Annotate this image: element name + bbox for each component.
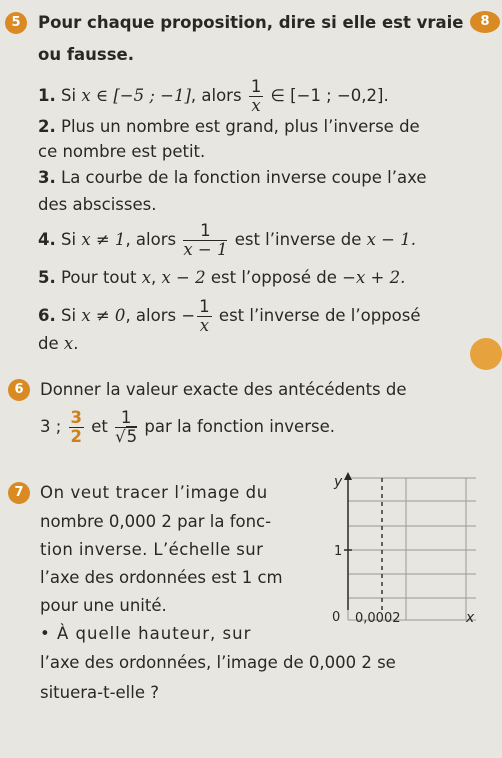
text: et [86, 417, 114, 436]
edge-badge-8: 8 [470, 11, 500, 33]
fraction [197, 298, 212, 335]
exercise-7-line-7: l’axe des ordonnées, l’image de 0,000 2 se [40, 653, 396, 672]
text: est l’inverse de l’opposé [213, 306, 421, 325]
text: est l’opposé de [205, 268, 343, 287]
bullet: • [40, 624, 51, 643]
exercise-7-line-5: pour une unité. [40, 596, 167, 615]
exercise-7-question [40, 624, 251, 644]
tick-x-label: 0,0002 [355, 611, 401, 626]
math-expr: x [141, 268, 151, 287]
item-number: 3. [38, 168, 56, 187]
text: , alors [125, 230, 182, 249]
ex5-item-6 [38, 298, 421, 335]
fraction-1-sqrt5 [115, 409, 137, 446]
item-number: 6. [38, 306, 56, 325]
ex5-item-6-cont [38, 334, 78, 354]
text: Plus un nombre est grand, plus l’inverse de [61, 117, 420, 136]
text: , alors [125, 306, 182, 325]
math-expr: x ≠ 0 [81, 306, 126, 325]
exercise-5-badge: 5 [5, 12, 27, 34]
fraction-num: 1 [250, 77, 262, 96]
text: par la fonction inverse. [139, 417, 335, 436]
text: Si [61, 306, 82, 325]
minus-sign: − [181, 306, 196, 325]
exercise-7-line-4: l’axe des ordonnées est 1 cm [40, 568, 283, 587]
fraction [249, 78, 264, 115]
text: est l’inverse de [229, 230, 367, 249]
exercise-7-line-3: tion inverse. L’échelle sur [40, 540, 264, 559]
y-axis-label: y [334, 474, 343, 490]
origin-label: 0 [332, 610, 341, 625]
math-expr: x − 2 [161, 268, 206, 287]
fraction-den: 2 [70, 427, 83, 446]
fraction-den: x [251, 96, 261, 115]
item-number: 1. [38, 86, 56, 105]
item-number: 5. [38, 268, 56, 287]
ex5-item-5 [38, 268, 405, 288]
ex5-item-4 [38, 222, 416, 259]
y-axis-arrow [344, 472, 352, 480]
text: Pour tout [61, 268, 142, 287]
text: de [38, 334, 64, 353]
fraction-num: 1 [183, 222, 227, 241]
math-expr: x ∈ [−5 ; −1] [81, 86, 191, 105]
fraction-num: 1 [199, 297, 210, 316]
x-axis-label: x [466, 610, 475, 626]
fraction-num: 1 [115, 409, 137, 428]
item-number: 2. [38, 117, 56, 136]
text: La courbe de la fonction inverse coupe l’axe [61, 168, 427, 187]
ex5-item-3-cont: des abscisses. [38, 195, 157, 214]
text: ∈ [−1 ; −0,2]. [265, 86, 389, 105]
text: À quelle hauteur, sur [56, 624, 252, 643]
exercise-5-title: Pour chaque proposition, dire si elle est vraie [38, 13, 464, 32]
ex5-item-1 [38, 78, 389, 115]
exercise-5-title-cont: ou fausse. [38, 45, 134, 64]
ex5-item-3 [38, 168, 427, 188]
exercise-6-badge: 6 [8, 379, 30, 401]
exercise-6-line-1: Donner la valeur exacte des antécédents de [40, 380, 407, 399]
ex5-item-2-cont: ce nombre est petit. [38, 142, 206, 161]
fraction-num: 3 [70, 408, 83, 427]
grid [348, 478, 476, 620]
ex5-item-2 [38, 117, 420, 137]
fraction-den [115, 428, 137, 446]
math-expr: x − 1. [366, 230, 416, 249]
edge-decoration [470, 338, 502, 370]
fraction-den: x [199, 316, 210, 335]
fraction-den: x − 1 [183, 240, 228, 259]
exercise-7-badge: 7 [8, 482, 30, 504]
text: , alors [190, 86, 247, 105]
math-expr: x ≠ 1 [81, 230, 126, 249]
text: 3 ; [40, 417, 67, 436]
fraction-3-2 [69, 409, 84, 446]
sqrt-symbol: √ [115, 427, 126, 446]
item-number: 4. [38, 230, 56, 249]
text: , [151, 268, 162, 287]
math-expr: x [63, 334, 74, 353]
tick-y-label: 1 [334, 544, 343, 559]
radicand: 5 [126, 427, 138, 446]
fraction [183, 222, 227, 259]
text: Si [61, 86, 82, 105]
math-expr: −x + 2. [342, 268, 406, 287]
axis-diagram [326, 470, 486, 630]
exercise-7-line-8: situera-t-elle ? [40, 683, 160, 702]
text: . [73, 334, 79, 353]
exercise-7-line-1: On veut tracer l’image du [40, 483, 268, 502]
exercise-6-line-2 [40, 409, 335, 446]
text: Si [61, 230, 82, 249]
exercise-7-line-2: nombre 0,000 2 par la fonc- [40, 512, 272, 531]
